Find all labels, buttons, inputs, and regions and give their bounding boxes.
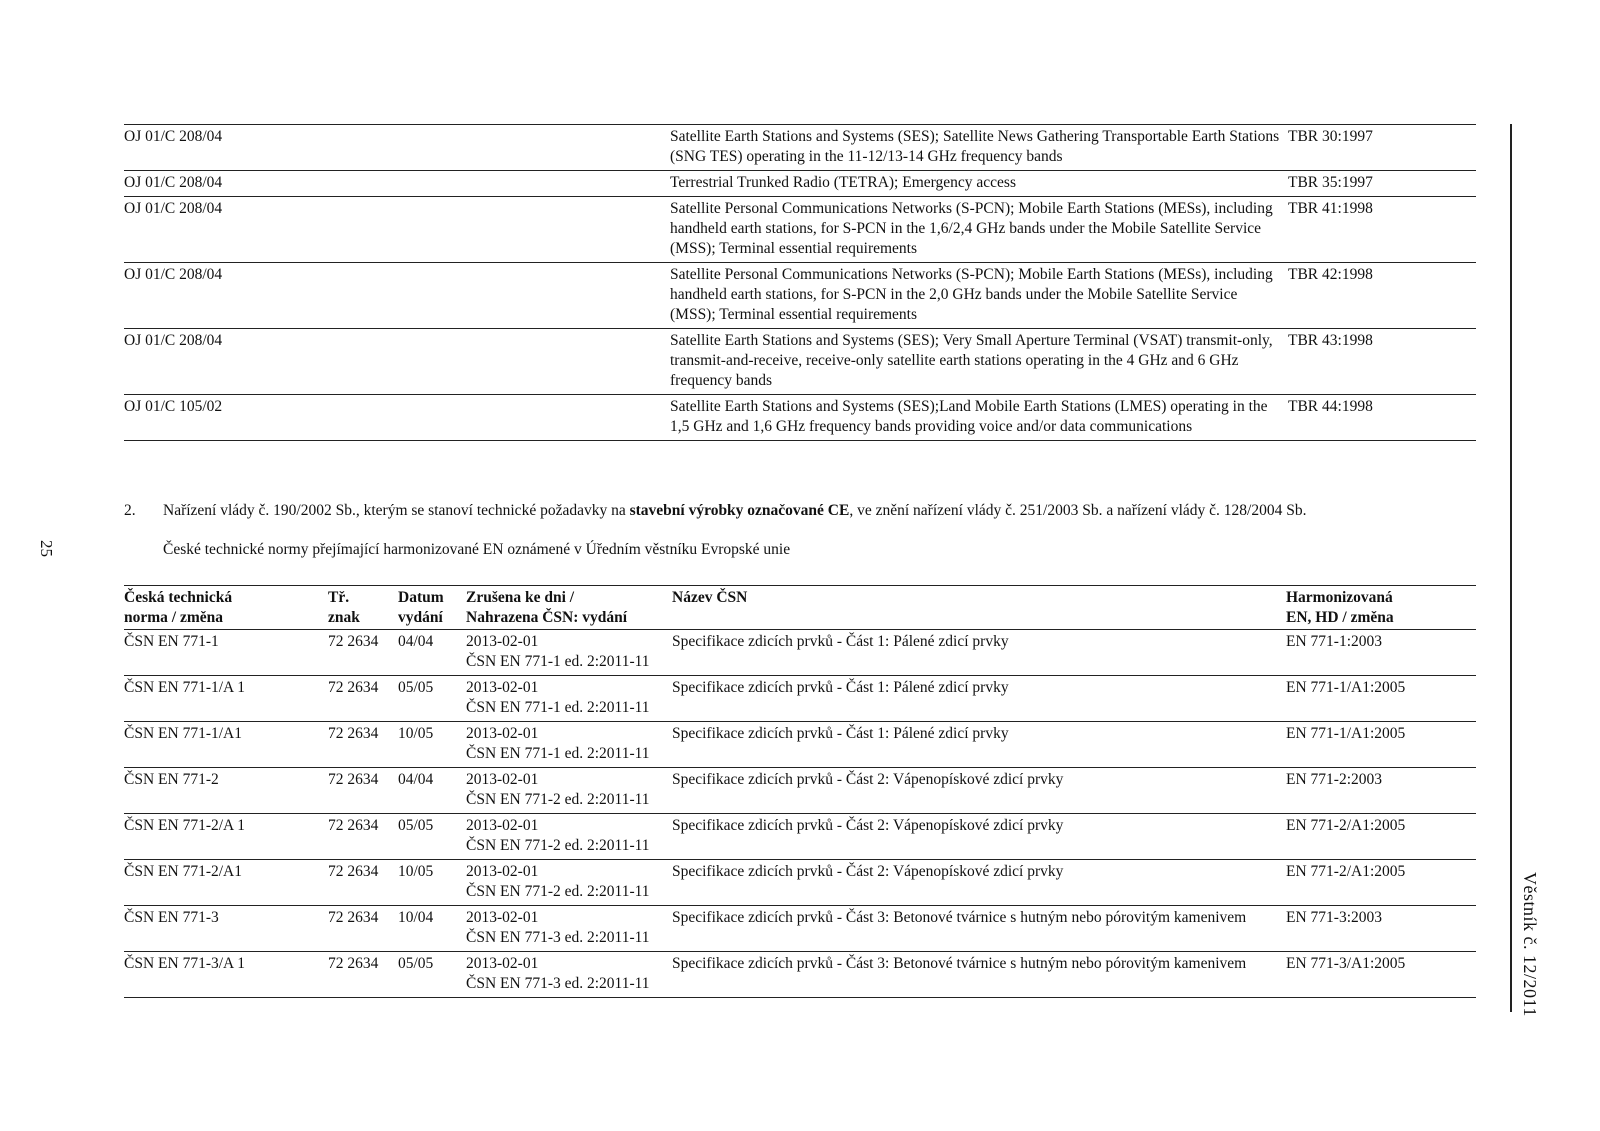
section-text [163, 501, 1306, 521]
oj-reference: OJ 01/C 208/04 [124, 197, 670, 263]
table-row [124, 814, 1476, 860]
nazev-cell: Specifikace zdicích prvků - Část 1: Pálené zdicí prvky [672, 630, 1286, 676]
standard-code: TBR 43:1998 [1282, 329, 1476, 395]
en-cell: EN 771-1:2003 [1286, 630, 1476, 676]
table-row [124, 722, 1476, 768]
datum-cell: 05/05 [398, 676, 466, 722]
header-norma: Česká technická norma / změna [124, 586, 328, 630]
zrusena-cell: 2013-02-01 ČSN EN 771-2 ed. 2:2011-11 [466, 860, 672, 906]
section-number: 2. [124, 502, 136, 519]
norma-cell: ČSN EN 771-3 [124, 906, 328, 952]
nazev-cell: Specifikace zdicích prvků - Část 1: Pálené zdicí prvky [672, 722, 1286, 768]
en-cell: EN 771-2:2003 [1286, 768, 1476, 814]
nazev-cell: Specifikace zdicích prvků - Část 2: Vápenopískové zdicí prvky [672, 860, 1286, 906]
nazev-cell: Specifikace zdicích prvků - Část 3: Betonové tvárnice s hutným nebo pórovitým kamenivem [672, 906, 1286, 952]
side-rule [1510, 124, 1512, 1012]
datum-cell: 10/05 [398, 722, 466, 768]
standard-code: TBR 44:1998 [1282, 395, 1476, 441]
znak-cell: 72 2634 [328, 722, 398, 768]
znak-cell: 72 2634 [328, 814, 398, 860]
section-text-start: Nařízení vlády č. 190/2002 Sb., kterým se stanoví technické požadavky na [163, 502, 630, 519]
znak-cell: 72 2634 [328, 676, 398, 722]
zrusena-cell: 2013-02-01 ČSN EN 771-2 ed. 2:2011-11 [466, 814, 672, 860]
table-row [124, 171, 1476, 197]
csn-standards-table [124, 585, 1476, 998]
table-row [124, 630, 1476, 676]
header-datum: Datum vydání [398, 586, 466, 630]
datum-cell: 10/05 [398, 860, 466, 906]
header-nazev: Název ČSN [672, 586, 1286, 630]
page-number: 25 [37, 540, 56, 557]
en-cell: EN 771-3:2003 [1286, 906, 1476, 952]
znak-cell: 72 2634 [328, 906, 398, 952]
section-text-end: , ve znění nařízení vlády č. 251/2003 Sb. a nařízení vlády č. 128/2004 Sb. [849, 502, 1307, 519]
standard-title: Satellite Earth Stations and Systems (SES);Land Mobile Earth Stations (LMES) operating in the 1,5 GHz and 1,6 GHz frequency bands providing voice and/or data communications [670, 395, 1282, 441]
standard-code: TBR 30:1997 [1282, 125, 1476, 171]
nazev-cell: Specifikace zdicích prvků - Část 1: Pálené zdicí prvky [672, 676, 1286, 722]
znak-cell: 72 2634 [328, 860, 398, 906]
standard-title: Satellite Personal Communications Networks (S-PCN); Mobile Earth Stations (MESs), including handheld earth stations, for S-PCN in the 1,6/2,4 GHz bands under the Mobile Satellite Service (MSS); Terminal essential requirements [670, 197, 1282, 263]
datum-cell: 10/04 [398, 906, 466, 952]
zrusena-cell: 2013-02-01 ČSN EN 771-3 ed. 2:2011-11 [466, 952, 672, 998]
zrusena-cell: 2013-02-01 ČSN EN 771-1 ed. 2:2011-11 [466, 722, 672, 768]
table-row [124, 197, 1476, 263]
standard-code: TBR 35:1997 [1282, 171, 1476, 197]
standard-title: Satellite Personal Communications Networks (S-PCN); Mobile Earth Stations (MESs), including handheld earth stations, for S-PCN in the 2,0 GHz bands under the Mobile Satellite Service (MSS); Terminal essential requirements [670, 263, 1282, 329]
section-text-bold: stavební výrobky označované CE [629, 502, 850, 519]
norma-cell: ČSN EN 771-2 [124, 768, 328, 814]
datum-cell: 05/05 [398, 814, 466, 860]
standard-code: TBR 42:1998 [1282, 263, 1476, 329]
norma-cell: ČSN EN 771-1/A1 [124, 722, 328, 768]
zrusena-cell: 2013-02-01 ČSN EN 771-2 ed. 2:2011-11 [466, 768, 672, 814]
en-cell: EN 771-3/A1:2005 [1286, 952, 1476, 998]
norma-cell: ČSN EN 771-3/A 1 [124, 952, 328, 998]
table-row [124, 125, 1476, 171]
oj-reference: OJ 01/C 105/02 [124, 395, 670, 441]
table-row [124, 860, 1476, 906]
znak-cell: 72 2634 [328, 630, 398, 676]
standard-title: Satellite Earth Stations and Systems (SES); Satellite News Gathering Transportable Earth Stations (SNG TES) operating in the 11-12/13-14 GHz frequency bands [670, 125, 1282, 171]
table-header-row [124, 586, 1476, 630]
en-cell: EN 771-1/A1:2005 [1286, 722, 1476, 768]
standard-title: Terrestrial Trunked Radio (TETRA); Emergency access [670, 171, 1282, 197]
nazev-cell: Specifikace zdicích prvků - Část 2: Vápenopískové zdicí prvky [672, 768, 1286, 814]
norma-cell: ČSN EN 771-2/A 1 [124, 814, 328, 860]
norma-cell: ČSN EN 771-1 [124, 630, 328, 676]
norma-cell: ČSN EN 771-1/A 1 [124, 676, 328, 722]
datum-cell: 04/04 [398, 768, 466, 814]
table-row [124, 952, 1476, 998]
norma-cell: ČSN EN 771-2/A1 [124, 860, 328, 906]
table-row [124, 676, 1476, 722]
zrusena-cell: 2013-02-01 ČSN EN 771-3 ed. 2:2011-11 [466, 906, 672, 952]
section-subheading: České technické normy přejímající harmonizované EN oznámené v Úředním věstníku Evropské unie [163, 541, 791, 558]
datum-cell: 05/05 [398, 952, 466, 998]
en-cell: EN 771-1/A1:2005 [1286, 676, 1476, 722]
table-row [124, 395, 1476, 441]
header-zrusena: Zrušena ke dni / Nahrazena ČSN: vydání [466, 586, 672, 630]
oj-reference: OJ 01/C 208/04 [124, 263, 670, 329]
header-harmonizovana: Harmonizovaná EN, HD / změna [1286, 586, 1476, 630]
table-row [124, 906, 1476, 952]
oj-reference: OJ 01/C 208/04 [124, 125, 670, 171]
table-row [124, 768, 1476, 814]
znak-cell: 72 2634 [328, 768, 398, 814]
header-znak: Tř. znak [328, 586, 398, 630]
table-row [124, 263, 1476, 329]
oj-reference: OJ 01/C 208/04 [124, 329, 670, 395]
en-cell: EN 771-2/A1:2005 [1286, 860, 1476, 906]
datum-cell: 04/04 [398, 630, 466, 676]
en-cell: EN 771-2/A1:2005 [1286, 814, 1476, 860]
standard-title: Satellite Earth Stations and Systems (SES); Very Small Aperture Terminal (VSAT) transmit-only, transmit-and-receive, receive-only satellite earth stations operating in the 4 GHz and 6 GHz frequency bands [670, 329, 1282, 395]
zrusena-cell: 2013-02-01 ČSN EN 771-1 ed. 2:2011-11 [466, 630, 672, 676]
zrusena-cell: 2013-02-01 ČSN EN 771-1 ed. 2:2011-11 [466, 676, 672, 722]
oj-reference: OJ 01/C 208/04 [124, 171, 670, 197]
nazev-cell: Specifikace zdicích prvků - Část 3: Betonové tvárnice s hutným nebo pórovitým kamenivem [672, 952, 1286, 998]
standard-code: TBR 41:1998 [1282, 197, 1476, 263]
nazev-cell: Specifikace zdicích prvků - Část 2: Vápenopískové zdicí prvky [672, 814, 1286, 860]
znak-cell: 72 2634 [328, 952, 398, 998]
satellite-standards-table [124, 124, 1476, 441]
journal-label: Věstník č. 12/2011 [1520, 872, 1540, 1017]
table-row [124, 329, 1476, 395]
